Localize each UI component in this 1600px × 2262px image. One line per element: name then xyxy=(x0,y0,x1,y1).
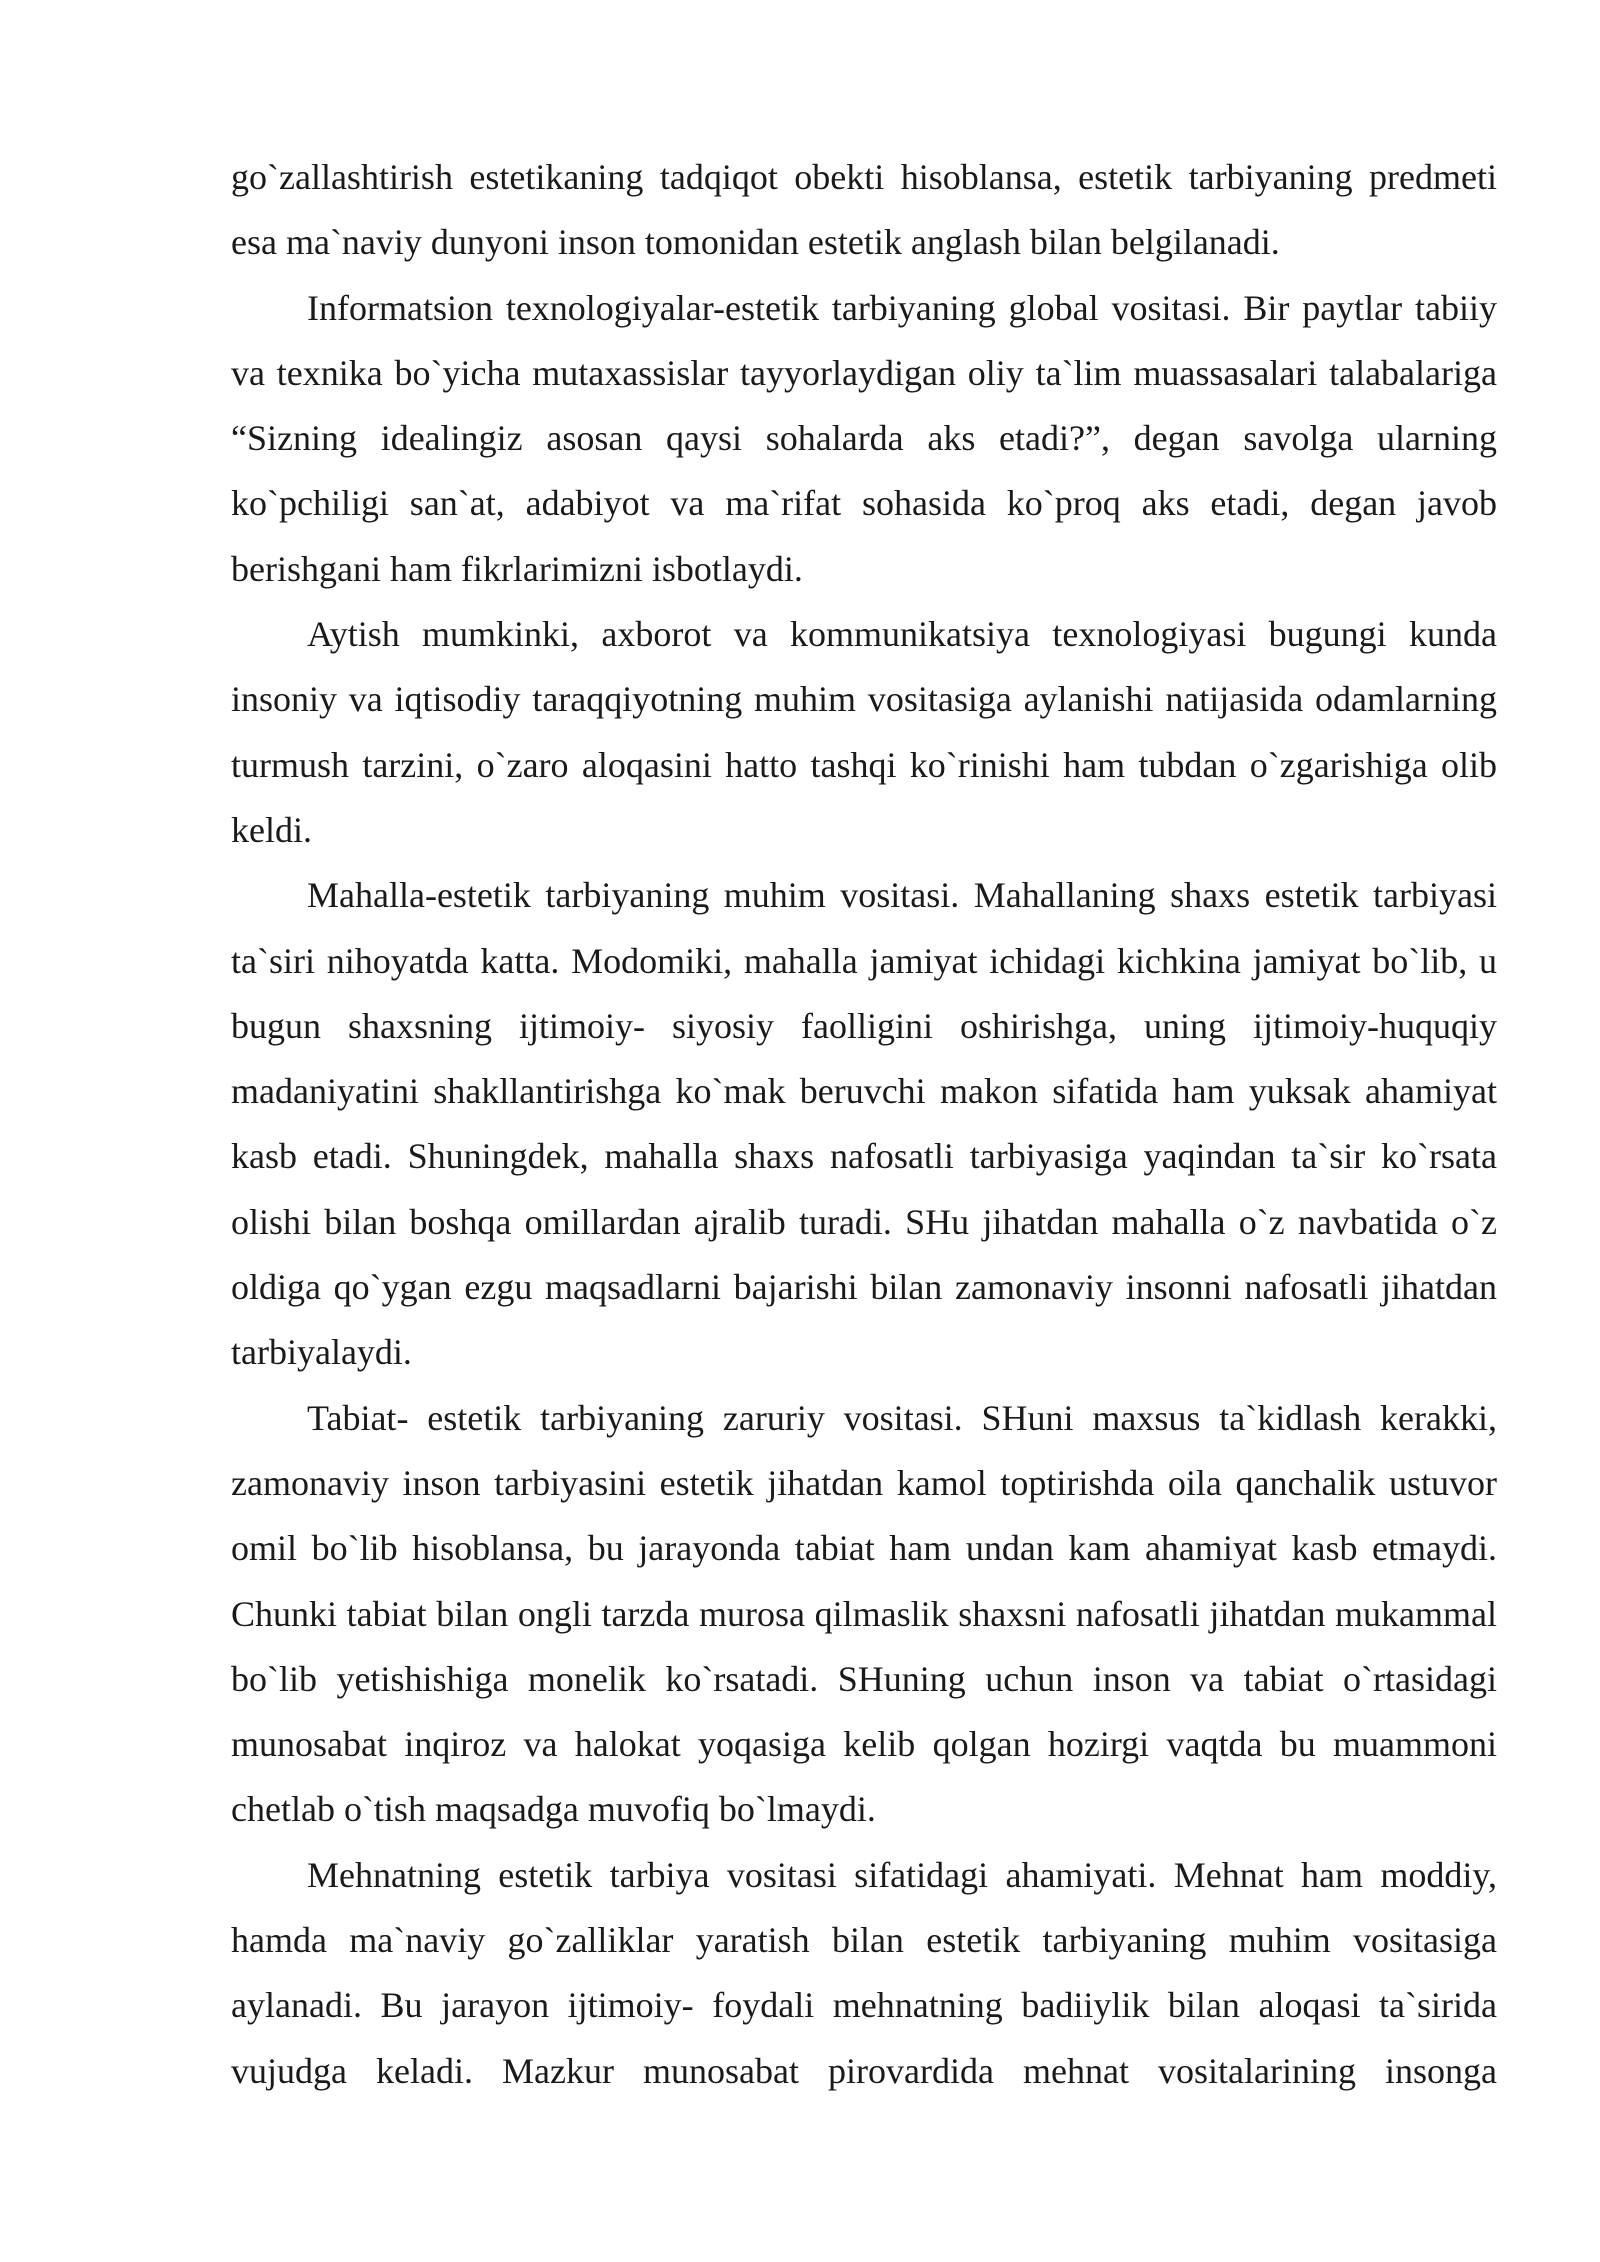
paragraph-3: Aytish mumkinki, axborot va kommunikatsiya texnologiyasi bugungi kunda insoniy va iqtisodiy taraqqiyotning muhim vositasiga aylanishi natijasida odamlarning turmush tarzini, o`zaro aloqasini hatto tashqi ko`rinishi ham tubdan o`zgarishiga olib keldi. xyxy=(231,614,1497,850)
paragraph-6: Mehnatning estetik tarbiya vositasi sifatidagi ahamiyati. Mehnat ham moddiy, hamda ma`naviy go`zalliklar yaratish bilan estetik tarbiyaning muhim vositasiga aylanadi. Bu jarayon ijtimoiy- foydali mehnatning badiiylik bilan aloqasi ta`sirida vujudga keladi. Mazkur munosabat pirovardida mehnat vositalarining insonga xyxy=(231,1854,1497,2091)
paragraph-4: Mahalla-estetik tarbiyaning muhim vositasi. Mahallaning shaxs estetik tarbiyasi ta`siri nihoyatda katta. Modomiki, mahalla jamiyat ichidagi kichkina jamiyat bo`lib, u bugun shaxsning ijtimoiy- siyosiy faolligini oshirishga, uning ijtimoiy-huquqiy madaniyatini shakllantirishga ko`mak beruvchi makon sifatida ham yuksak ahamiyat kasb etadi. Shuningdek, mahalla shaxs nafosatli tarbiyasiga yaqindan ta`sir ko`rsata olishi bilan boshqa omillardan ajralib turadi. SHu jihatdan mahalla o`z navbatida o`z oldiga qo`ygan ezgu maqsadlarni bajarishi bilan zamonaviy insonni nafosatli jihatdan tarbiyalaydi. xyxy=(231,875,1497,1373)
paragraph-1: go`zallashtirish estetikaning tadqiqot obekti hisoblansa, estetik tarbiyaning predmeti esa ma`naviy dunyoni inson tomonidan estetik anglash bilan belgilanadi. xyxy=(231,157,1497,263)
paragraph-5: Tabiat- estetik tarbiyaning zaruriy vositasi. SHuni maxsus ta`kidlash kerakki, zamonaviy inson tarbiyasini estetik jihatdan kamol toptirishda oila qanchalik ustuvor omil bo`lib hisoblansa, bu jarayonda tabiat ham undan kam ahamiyat kasb etmaydi. Chunki tabiat bilan ongli tarzda murosa qilmaslik shaxsni nafosatli jihatdan mukammal bo`lib yetishishiga monelik ko`rsatadi. SHuning uchun inson va tabiat o`rtasidagi munosabat inqiroz va halokat yoqasiga kelib qolgan hozirgi vaqtda bu muammoni chetlab o`tish maqsadga muvofiq bo`lmaydi. xyxy=(231,1397,1497,1830)
paragraph-2: Informatsion texnologiyalar-estetik tarbiyaning global vositasi. Bir paytlar tabiiy va texnika bo`yicha mutaxassislar tayyorlaydigan oliy ta`lim muassasalari talabalariga “Sizning idealingiz asosan qaysi sohalarda aks etadi?”, degan savolga ularning ko`pchiligi san`at, adabiyot va ma`rifat sohasida ko`proq aks etadi, degan javob berishgani ham fikrlarimizni isbotlaydi. xyxy=(231,287,1497,589)
document-page xyxy=(231,145,1497,2104)
